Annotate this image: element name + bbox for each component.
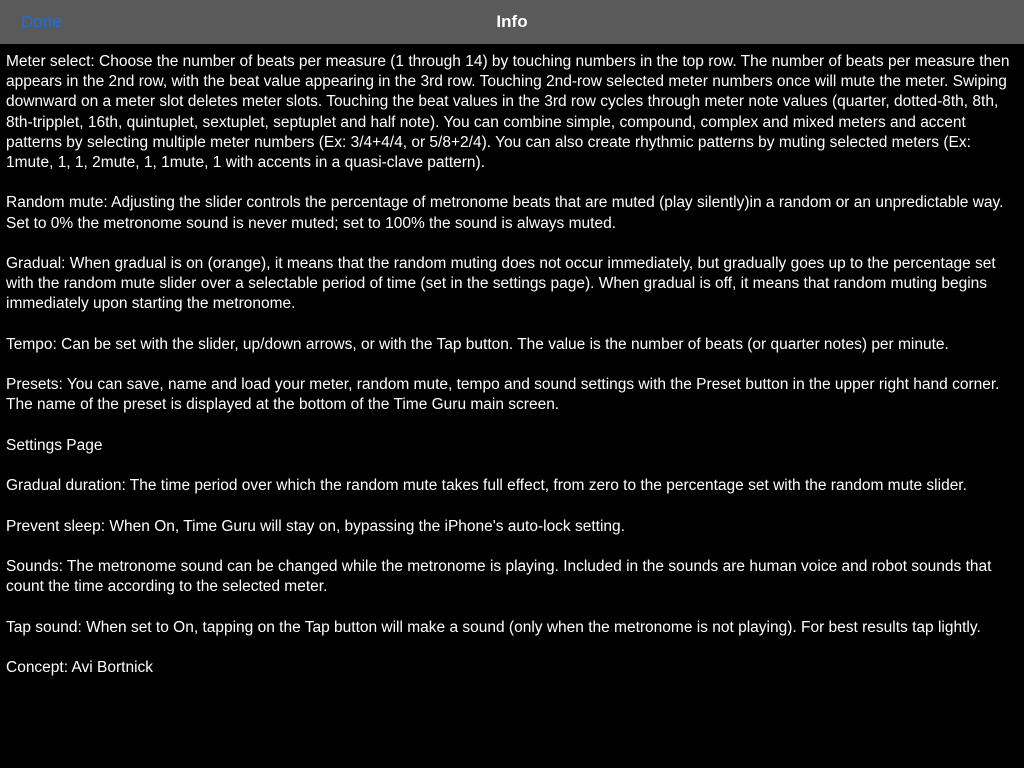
paragraph-random-mute: Random mute: Adjusting the slider controls the percentage of metronome beats that are muted (play silently)in a random or an unpredictable way. Set to 0% the metronome sound is never muted; set to 100% the sound is always muted.: [6, 194, 1004, 232]
paragraph-prevent-sleep: Prevent sleep: When On, Time Guru will stay on, bypassing the iPhone's auto-lock setting.: [6, 517, 625, 535]
done-button[interactable]: Done: [21, 12, 62, 31]
paragraph-concept: Concept: Avi Bortnick: [6, 658, 154, 676]
section-heading-settings-page: Settings Page: [6, 436, 103, 454]
paragraph-gradual: Gradual: When gradual is on (orange), it means that the random muting does not occur immediately, but gradually goes up to the percentage set with the random mute slider over a selectable period of time (set in the settings page). When gradual is off, it means that random muting begins immediately upon starting the metronome.: [6, 255, 996, 313]
navigation-bar: [0, 0, 1024, 44]
paragraph-tempo: Tempo: Can be set with the slider, up/down arrows, or with the Tap button. The value is the number of beats (or quarter notes) per minute.: [6, 335, 949, 353]
paragraph-meter-select: Meter select: Choose the number of beats per measure (1 through 14) by touching numbers in the top row. The number of beats per measure then appears in the 2nd row, with the beat value appearing in the 3rd row. Touching 2nd-row selected meter numbers once will mute the meter. Swiping downward on a meter slot deletes meter slots. Touching the beat values in the 3rd row cycles through meter note values (quarter, dotted-8th, 8th, 8th-tripplet, 16th, quintuplet, sextuplet, septuplet and half note). You can combine simple, compound, complex and mixed meters and accent patterns by selecting multiple meter numbers (Ex: 3/4+4/4, or 5/8+2/4). You can also create rhythmic patterns by muting selected meters (Ex: 1mute, 1, 1, 2mute, 1, 1mute, 1 with accents in a quasi-clave pattern).: [6, 53, 1010, 172]
paragraph-gradual-duration: Gradual duration: The time period over which the random mute takes full effect, from zero to the percentage set with the random mute slider.: [6, 477, 967, 495]
paragraph-presets: Presets: You can save, name and load your meter, random mute, tempo and sound settings with the Preset button in the upper right hand corner. The name of the preset is displayed at the bottom of the Time Guru main screen.: [6, 376, 1000, 414]
page-title: Info: [496, 12, 528, 31]
info-text-view[interactable]: [0, 44, 1024, 768]
paragraph-tap-sound: Tap sound: When set to On, tapping on the Tap button will make a sound (only when the metronome is not playing). For best results tap lightly.: [6, 618, 981, 636]
paragraph-sounds: Sounds: The metronome sound can be changed while the metronome is playing. Included in the sounds are human voice and robot sounds that count the time according to the selected meter.: [6, 557, 992, 596]
